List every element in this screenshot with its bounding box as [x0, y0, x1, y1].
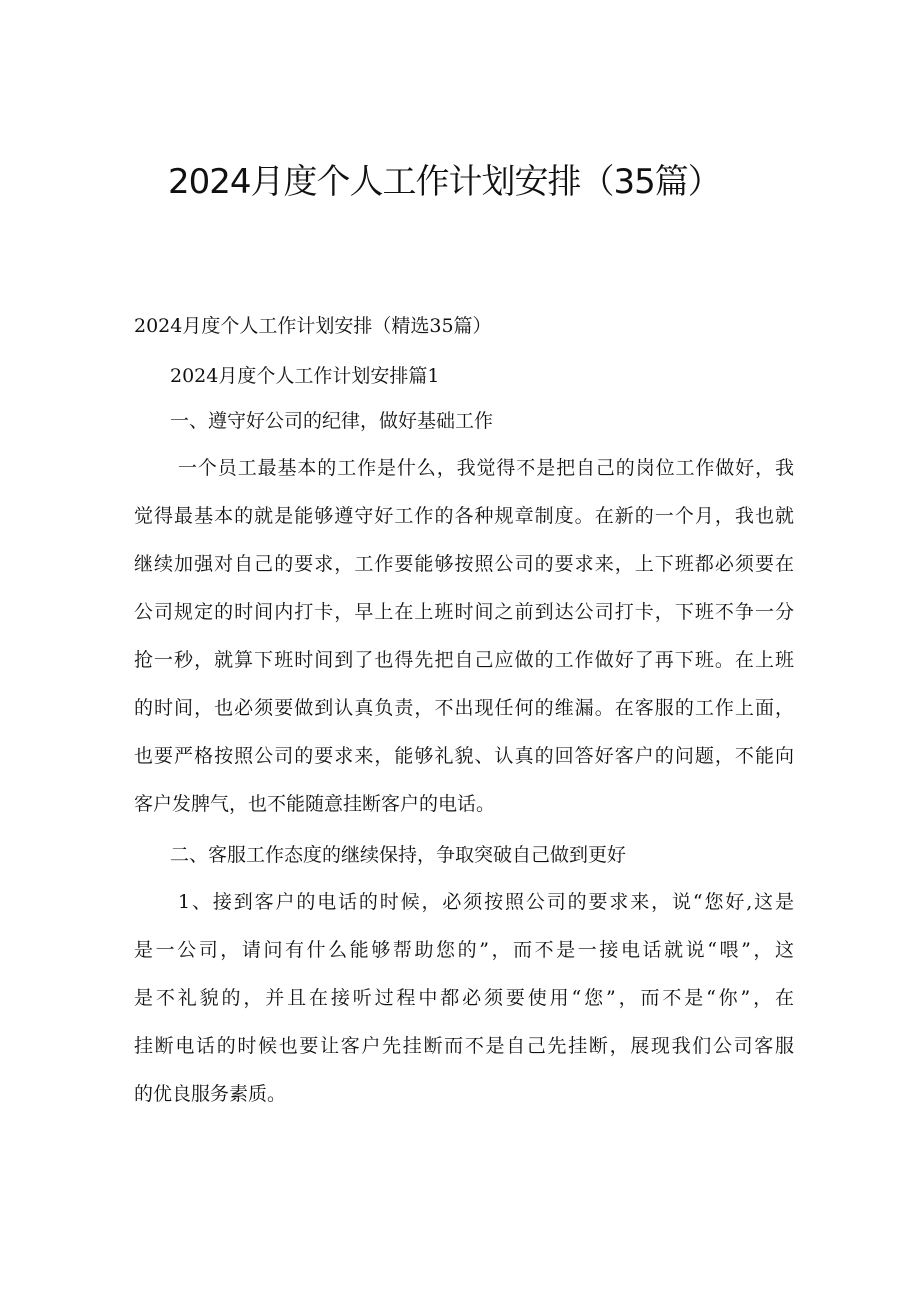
paragraph-line: 是不礼貌的，并且在接听过程中都必须要使用“您”，而不是“你”，在 [134, 987, 794, 1009]
section-2-heading: 二、客服工作态度的继续保持，争取突破自己做到更好 [170, 844, 627, 866]
paragraph-line: 客户发脾气，也不能随意挂断客户的电话。 [134, 793, 496, 815]
document-title: 2024月度个人工作计划安排（35篇） [168, 162, 721, 202]
paragraph-line: 抢一秒，就算下班时间到了也得先把自己应做的工作做好了再下班。在上班 [134, 649, 794, 671]
paragraph-line: 公司规定的时间内打卡，早上在上班时间之前到达公司打卡，下班不争一分 [134, 601, 794, 623]
section-1-paragraph [134, 456, 794, 840]
paragraph-line: 一个员工最基本的工作是什么，我觉得不是把自己的岗位工作做好，我 [178, 457, 794, 479]
paragraph-line: 也要严格按照公司的要求来，能够礼貌、认真的回答好客户的问题，不能向 [134, 745, 794, 767]
section-2-paragraph [134, 890, 794, 1130]
paragraph-line: 继续加强对自己的要求，工作要能够按照公司的要求来，上下班都必须要在 [134, 553, 794, 575]
paragraph-line: 是一公司，请问有什么能够帮助您的”，而不是一接电话就说“喂”，这 [134, 939, 794, 961]
document-subtitle: 2024月度个人工作计划安排（精选35篇） [134, 315, 492, 337]
section-1-heading: 一、遵守好公司的纪律，做好基础工作 [170, 410, 494, 432]
paragraph-line: 的优良服务素质。 [134, 1083, 287, 1105]
paragraph-line: 的时间，也必须要做到认真负责，不出现任何的维漏。在客服的工作上面， [134, 697, 794, 719]
paragraph-line: 觉得最基本的就是能够遵守好工作的各种规章制度。在新的一个月，我也就 [134, 505, 794, 527]
paragraph-line: 挂断电话的时候也要让客户先挂断而不是自己先挂断，展现我们公司客服 [134, 1035, 794, 1057]
paragraph-line: 1、接到客户的电话的时候，必须按照公司的要求来，说“您好,这是 [178, 891, 794, 913]
chapter-heading: 2024月度个人工作计划安排篇1 [170, 365, 440, 387]
